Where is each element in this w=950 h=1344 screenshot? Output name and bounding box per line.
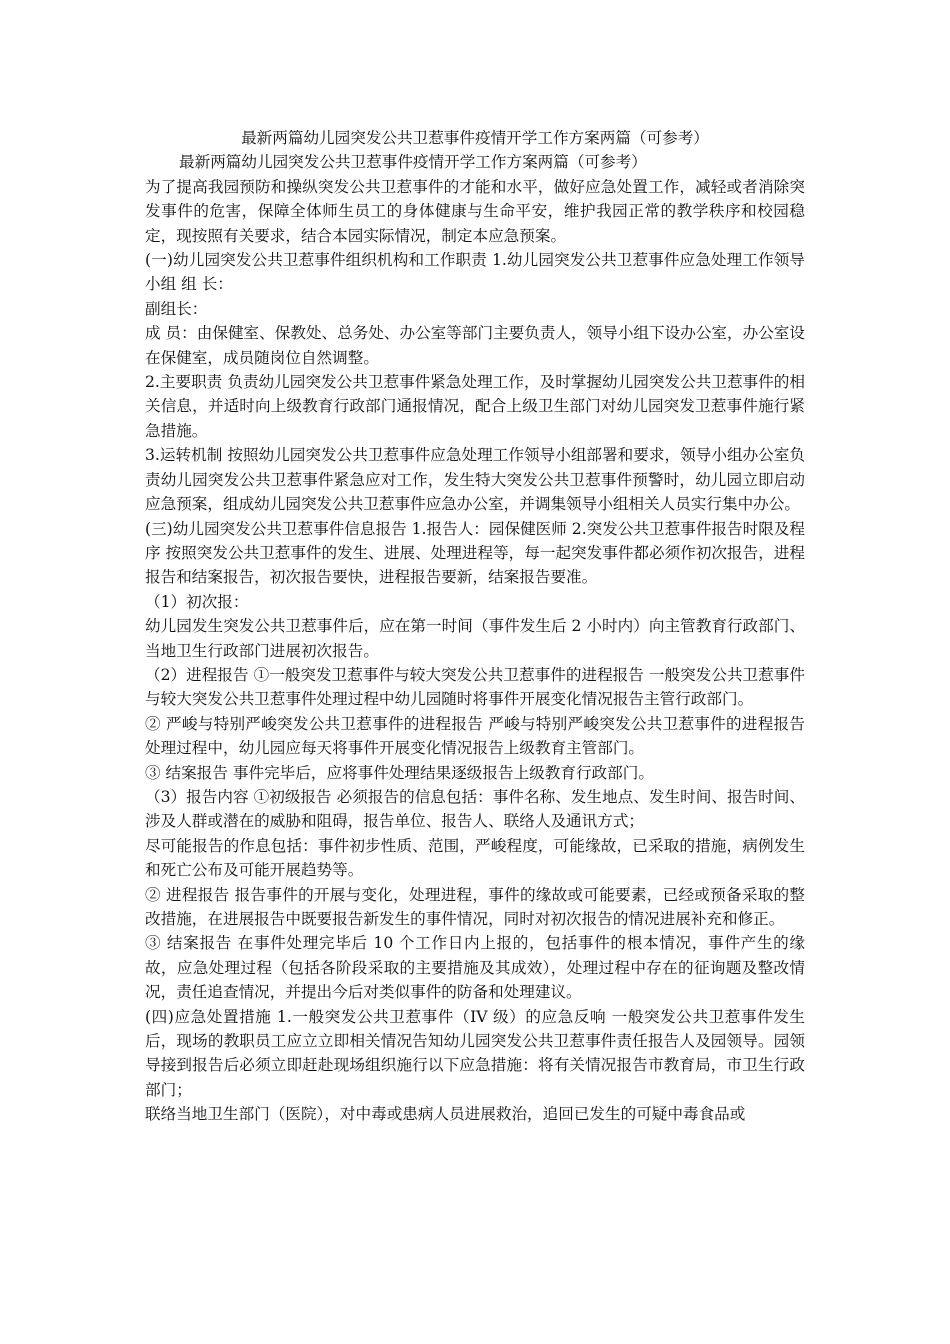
paragraph-final-content: ③ 结案报告 在事件处理完毕后 10 个工作日内上报的，包括事件的根本情况，事件产生的缘故，应急处理过程（包括各阶段采取的主要措施及其成效），处理过程中存在的征询题及整改情况，责任追查情况，并提出今后对类似事件的防备和处理建议。	[145, 934, 805, 1002]
paragraph-deputy-leader: 副组长：	[145, 299, 208, 318]
paragraph-section-1: (一)幼儿园突发公共卫惹事件组织机构和工作职责 1.幼儿园突发公共卫惹事件应急处理工作领导小组 组 长：	[145, 251, 805, 294]
paragraph-section-3: (三)幼儿园突发公共卫惹事件信息报告 1.报告人：园保健医师 2.突发公共卫惹事件报告时限及程序 按照突发公共卫惹事件的发生、进展、处理进程等，每一起突发事件都必须作初次报告，进程报告和结案报告，初次报告要快，进程报告要新，结案报告要准。	[145, 519, 805, 587]
document-body	[145, 126, 805, 1127]
paragraph-report-content: （3）报告内容 ①初级报告 必须报告的信息包括：事件名称、发生地点、发生时间、报告时间、涉及人群或潜在的威胁和阻碍，报告单位、报告人、联络人及通讯方式；	[145, 787, 805, 831]
paragraph-severe-report: ② 严峻与特别严峻突发公共卫惹事件的进程报告 严峻与特别严峻突发公共卫惹事件的进程报告处理过程中，幼儿园应每天将事件开展变化情况报告上级教育主管部门。	[145, 714, 805, 758]
document-subtitle: 最新两篇幼儿园突发公共卫惹事件疫情开学工作方案两篇（可参考）	[179, 153, 647, 172]
paragraph-initial-report: （1）初次报：	[145, 592, 249, 611]
paragraph-section-4: (四)应急处置措施 1.一般突发公共卫惹事件（IV 级）的应急反响 一般突发公共卫惹事件发生后，现场的教职员工应立立即相关情况告知幼儿园突发公共卫惹事件责任报告人及园领导。园领导接到报告后必须立即赶赴现场组织施行以下应急措施：将有关情况报告市教育局，市卫生行政部门；	[145, 1007, 805, 1099]
paragraph-members: 成 员：由保健室、保教处、总务处、办公室等部门主要负责人，领导小组下设办公室，办公室设在保健室，成员随岗位自然调整。	[145, 324, 805, 367]
paragraph-main-duties: 2.主要职责 负责幼儿园突发公共卫惹事件紧急处理工作，及时掌握幼儿园突发公共卫惹事件的相关信息，并适时向上级教育行政部门通报情况，配合上级卫生部门对幼儿园突发卫惹事件施行紧急措施。	[145, 373, 805, 440]
paragraph-progress-content: ② 进程报告 报告事件的开展与变化，处理进程，事件的缘故或可能要素，已经或预备采取的整改措施，在进展报告中既要报告新发生的事件情况，同时对初次报告的情况进展补充和修正。	[145, 885, 805, 928]
paragraph-operation: 3.运转机制 按照幼儿园突发公共卫惹事件应急处理工作领导小组部署和要求，领导小组办公室负责幼儿园突发公共卫惹事件紧急应对工作，发生特大突发公共卫惹事件预警时，幼儿园立即启动应急预案，组成幼儿园突发公共卫惹事件应急办公室，并调集领导小组相关人员实行集中办公。	[145, 446, 805, 514]
paragraph-contact-health: 联络当地卫生部门（医院），对中毒或患病人员进展救治，追回已发生的可疑中毒食品或	[145, 1105, 746, 1124]
paragraph-initial-report-body: 幼儿园发生突发公共卫惹事件后，应在第一时间（事件发生后 2 小时内）向主管教育行政部门、当地卫生行政部门进展初次报告。	[145, 617, 805, 660]
paragraph-progress-report: （2）进程报告 ①一般突发卫惹事件与较大突发公共卫惹事件的进程报告 一般突发公共卫惹事件与较大突发公共卫惹事件处理过程中幼儿园随时将事件开展变化情况报告主管行政部门。	[145, 665, 805, 709]
paragraph-final-report: ③ 结案报告 事件完毕后，应将事件处理结果逐级报告上级教育行政部门。	[145, 763, 654, 782]
document-title: 最新两篇幼儿园突发公共卫惹事件疫情开学工作方案两篇（可参考）	[241, 129, 709, 147]
paragraph-intro: 为了提高我园预防和操纵突发公共卫惹事件的才能和水平，做好应急处置工作，减轻或者消除突发事件的危害，保障全体师生员工的身体健康与生命平安，维护我园正常的教学秩序和校园稳定，现按照有关要求，结合本园实际情况，制定本应急预案。	[145, 177, 805, 245]
paragraph-optional-info: 尽可能报告的作息包括：事件初步性质、范围，严峻程度，可能缘故，已采取的措施，病例发生和死亡公布及可能开展趋势等。	[145, 836, 805, 880]
